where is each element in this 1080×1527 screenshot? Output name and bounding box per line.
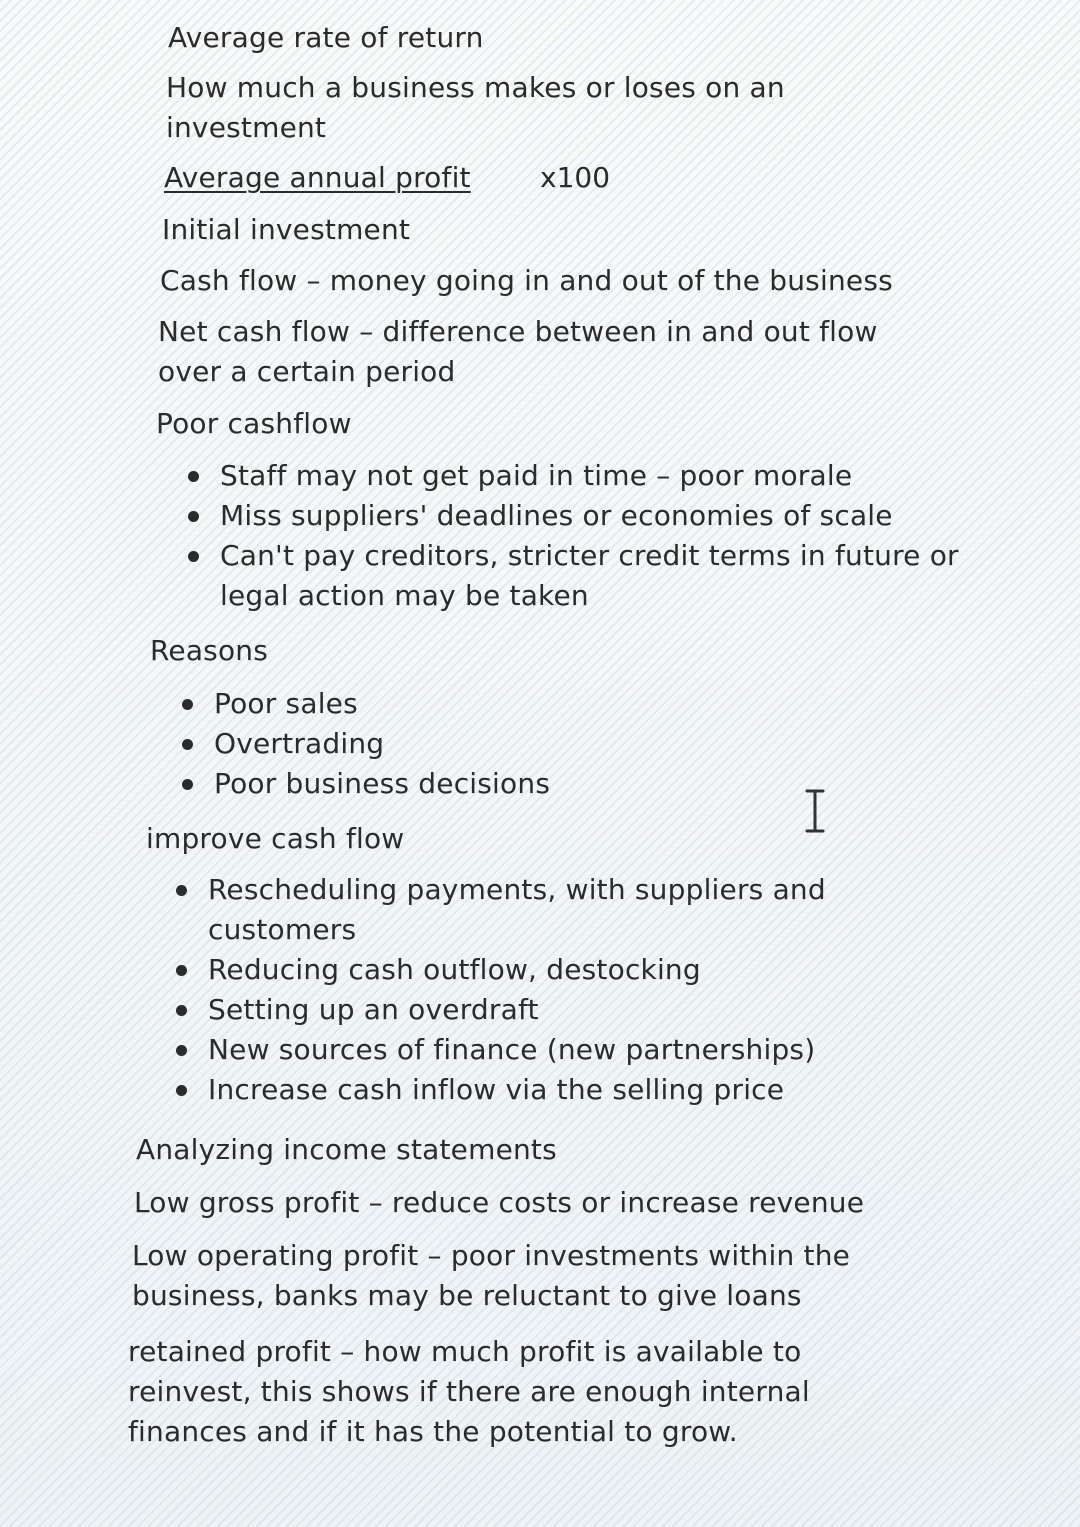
formula-denominator: Initial investment	[162, 213, 411, 246]
arr-definition: How much a business makes or loses on an investment	[166, 71, 785, 144]
income-heading: Analyzing income statements	[136, 1133, 557, 1166]
list-item: Reducing cash outflow, destocking	[172, 950, 892, 990]
poor-cashflow-heading: Poor cashflow	[156, 407, 352, 440]
list-item: Setting up an overdraft	[172, 990, 892, 1030]
list-item: Staff may not get paid in time – poor morale	[184, 456, 974, 496]
reasons-list	[178, 684, 778, 804]
net-cash-flow-definition: Net cash flow – difference between in and out flow over a certain period	[158, 315, 878, 388]
improve-heading: improve cash flow	[146, 822, 405, 855]
arr-title: Average rate of return	[168, 21, 484, 54]
list-item: Miss suppliers' deadlines or economies of scale	[184, 496, 974, 536]
reasons-heading: Reasons	[150, 634, 269, 667]
operating-profit-note: Low operating profit – poor investments within the business, banks may be reluctant to give loans	[132, 1239, 851, 1312]
retained-profit-note: retained profit – how much profit is available to reinvest, this shows if there are enough internal finances and if it has the potential to grow.	[128, 1335, 810, 1448]
formula-numerator: Average annual profit	[164, 161, 471, 194]
list-item: New sources of finance (new partnerships)	[172, 1030, 892, 1070]
list-item: Overtrading	[178, 724, 778, 764]
gross-profit-note: Low gross profit – reduce costs or increase revenue	[134, 1186, 865, 1219]
list-item: Poor sales	[178, 684, 778, 724]
cash-flow-definition: Cash flow – money going in and out of the business	[160, 264, 893, 297]
list-item: Increase cash inflow via the selling price	[172, 1070, 892, 1110]
list-item: Can't pay creditors, stricter credit terms in future or legal action may be taken	[184, 536, 974, 616]
improve-list	[172, 870, 892, 1110]
list-item: Poor business decisions	[178, 764, 778, 804]
formula-multiplier: x100	[540, 161, 611, 194]
poor-cashflow-list	[184, 456, 974, 616]
list-item: Rescheduling payments, with suppliers and customers	[172, 870, 892, 950]
text-cursor-icon	[798, 788, 832, 834]
